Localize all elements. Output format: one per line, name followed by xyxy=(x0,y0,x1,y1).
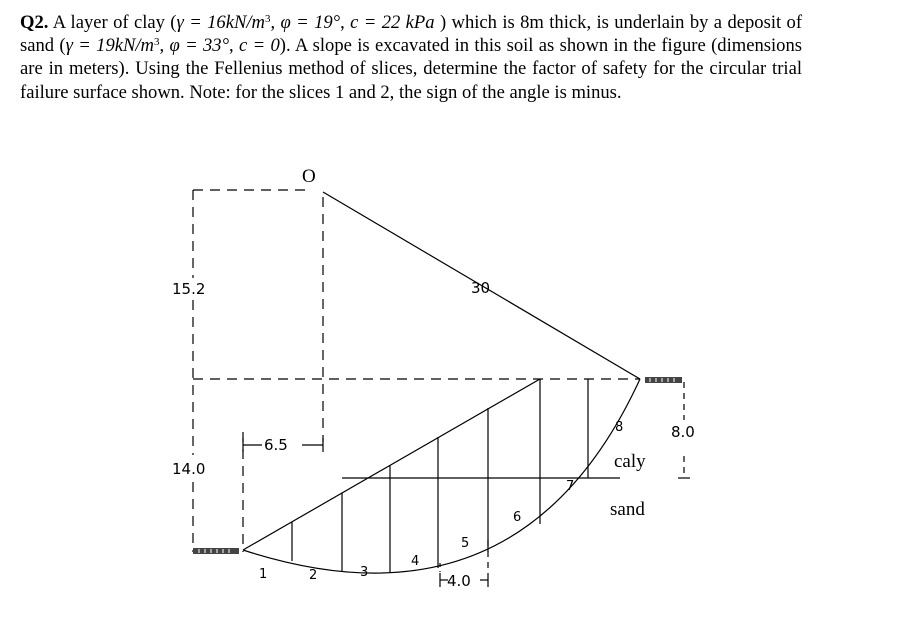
question-number: Q2. xyxy=(20,12,49,33)
dashed-construction-lines xyxy=(193,190,640,552)
clay-label: caly xyxy=(614,451,646,472)
clay-cohesion: c = 22 kPa xyxy=(350,12,435,33)
dim-upper-label: 15.2 xyxy=(172,280,206,298)
slice-number: 7 xyxy=(566,479,575,494)
separator: , xyxy=(159,35,170,57)
text-part-1: A layer of clay ( xyxy=(48,12,177,33)
slice-number: 8 xyxy=(615,420,624,435)
slice-number: 6 xyxy=(513,510,522,525)
slice-number: 2 xyxy=(309,568,318,583)
slice-number: 1 xyxy=(259,567,268,582)
clay-friction-angle: φ = 19° xyxy=(280,12,341,33)
slice-number: 5 xyxy=(461,536,470,551)
failure-arc xyxy=(243,379,640,573)
clay-unit-weight-exponent: 3 xyxy=(264,13,271,25)
sand-label: sand xyxy=(610,499,645,520)
sand-cohesion: c = 0 xyxy=(239,35,280,57)
dim-right-label: 8.0 xyxy=(671,423,695,441)
slice-number: 4 xyxy=(411,554,420,569)
sand-unit-weight-exponent: 3 xyxy=(154,36,160,49)
slope-face xyxy=(243,379,540,550)
dim-lower-label: 14.0 xyxy=(172,460,206,478)
radius-label: 30 xyxy=(471,279,491,297)
text-part-2: ) which is 8m thick, is underlain by a deposit of sand ( xyxy=(20,12,803,57)
dim-horizontal-label: 6.5 xyxy=(264,436,288,454)
slice-number: 3 xyxy=(360,565,369,580)
slice-boundaries xyxy=(292,379,588,573)
separator: , xyxy=(270,12,281,33)
sand-friction-angle: φ = 33° xyxy=(169,35,230,57)
center-label: O xyxy=(302,166,316,187)
clay-unit-weight: γ = 16kN/m xyxy=(176,12,265,33)
separator: , xyxy=(229,35,239,57)
dim-bottom-label: 4.0 xyxy=(447,572,471,590)
sand-unit-weight: γ = 19kN/m xyxy=(65,35,154,57)
separator: , xyxy=(340,12,351,33)
text-part-3: ). A slope is excavated in this soil as shown in the figure (dimensions are in meters). Using the Fellenius method of slices, determine the factor of safety for the circular trial failure surface shown. Note: for the slices 1 and 2, the sign of the angle is minus. xyxy=(20,35,802,103)
